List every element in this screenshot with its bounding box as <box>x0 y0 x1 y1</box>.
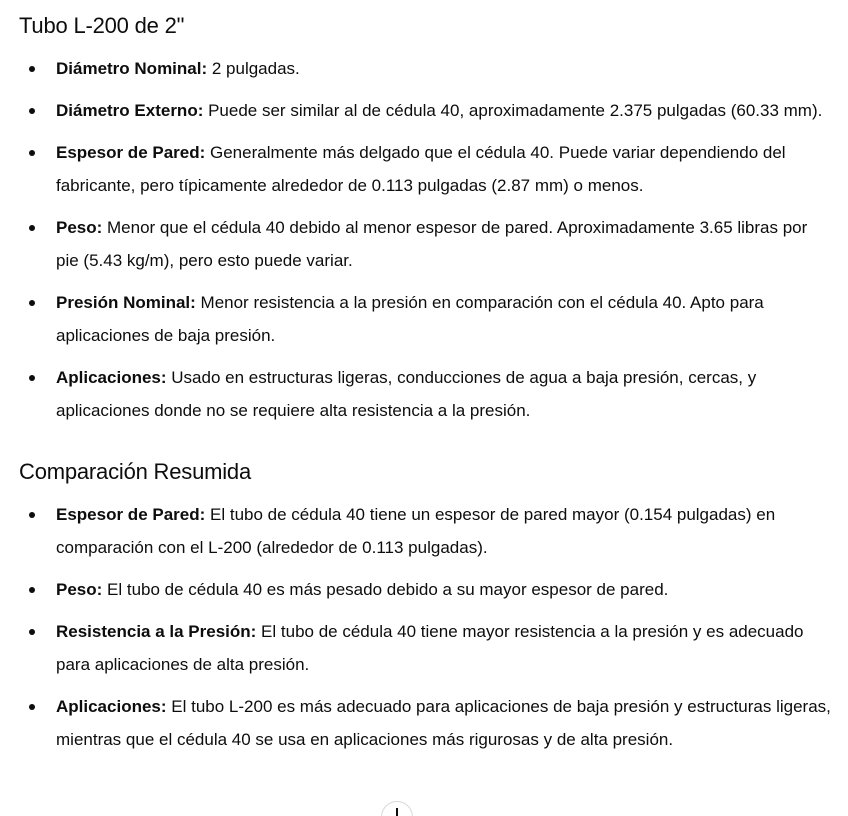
section-title-comparison: Comparación Resumida <box>19 459 251 484</box>
list-item-text: El tubo de cédula 40 es más pesado debido a su mayor espesor de pared. <box>102 580 669 599</box>
list-item-text: El tubo de cédula 40 tiene mayor resistencia a la presión y es adecuado para aplicaciones de alta presión. <box>56 622 804 674</box>
list-item-term: Resistencia a la Presión: <box>56 622 257 641</box>
list-item <box>19 52 834 85</box>
list-item-term: Aplicaciones: <box>56 368 167 387</box>
list-item-term: Peso: <box>56 580 103 599</box>
list-item <box>19 573 834 606</box>
list-item <box>19 94 834 127</box>
list-item-term: Diámetro Externo: <box>56 101 204 120</box>
list-item <box>19 286 834 352</box>
list-item-term: Espesor de Pared: <box>56 505 206 524</box>
comparison-list <box>19 498 834 756</box>
list-item-text: El tubo de cédula 40 tiene un espesor de pared mayor (0.154 pulgadas) en comparación con el L-200 (alrededor de 0.113 pulgadas). <box>56 505 776 557</box>
list-item-text: Menor resistencia a la presión en comparación con el cédula 40. Apto para aplicaciones de baja presión. <box>56 293 764 345</box>
section-title-l200: Tubo L-200 de 2" <box>19 13 185 38</box>
list-item-text: Generalmente más delgado que el cédula 40. Puede variar dependiendo del fabricante, pero típicamente alrededor de 0.113 pulgadas (2.87 mm) o menos. <box>56 143 786 195</box>
list-item-term: Peso: <box>56 218 103 237</box>
list-item <box>19 361 834 427</box>
list-item <box>19 615 834 681</box>
list-item-term: Presión Nominal: <box>56 293 196 312</box>
document-content <box>19 0 834 765</box>
list-item-text: El tubo L-200 es más adecuado para aplicaciones de baja presión y estructuras ligeras, mientras que el cédula 40 se usa en aplicaciones más rigurosas y de alta presión. <box>56 697 831 749</box>
arrow-down-icon <box>396 808 398 816</box>
list-item <box>19 690 834 756</box>
list-item-term: Espesor de Pared: <box>56 143 206 162</box>
list-item-text: 2 pulgadas. <box>207 59 300 78</box>
list-item-term: Aplicaciones: <box>56 697 167 716</box>
list-item <box>19 498 834 564</box>
list-item-text: Menor que el cédula 40 debido al menor espesor de pared. Aproximadamente 3.65 libras por pie (5.43 kg/m), pero esto puede variar. <box>56 218 808 270</box>
list-item <box>19 211 834 277</box>
l200-spec-list <box>19 52 834 427</box>
list-item-text: Usado en estructuras ligeras, conducciones de agua a baja presión, cercas, y aplicaciones donde no se requiere alta resistencia a la presión. <box>56 368 757 420</box>
list-item-text: Puede ser similar al de cédula 40, aproximadamente 2.375 pulgadas (60.33 mm). <box>203 101 823 120</box>
list-item <box>19 136 834 202</box>
list-item-term: Diámetro Nominal: <box>56 59 208 78</box>
scroll-down-button[interactable] <box>381 801 413 816</box>
